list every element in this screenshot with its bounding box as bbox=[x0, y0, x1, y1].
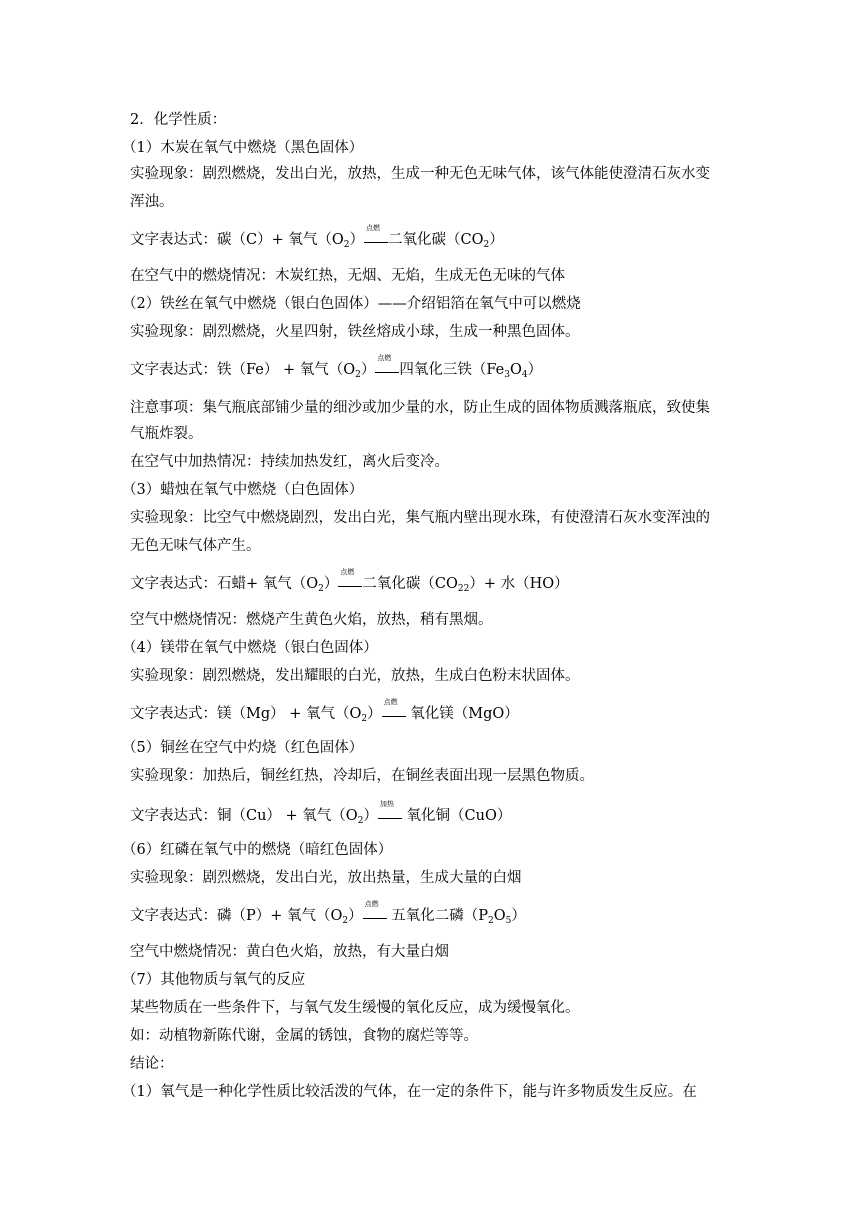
text-line: 实验现象：剧烈燃烧，发出白光，放热，生成一种无色无味气体，该气体能使澄清石灰水变 bbox=[130, 166, 710, 182]
equation-text: ） bbox=[511, 908, 526, 924]
arrow-line bbox=[378, 818, 402, 819]
text-line: （1）木炭在氧气中燃烧（黑色固体） bbox=[122, 140, 364, 156]
word-equation bbox=[130, 698, 519, 729]
reaction-condition: 加热 bbox=[379, 800, 394, 808]
subscript: 2 bbox=[342, 916, 349, 926]
text-line: 某些物质在一些条件下，与氧气发生缓慢的氧化反应，成为缓慢氧化。 bbox=[130, 1000, 580, 1016]
equation-text: O） bbox=[542, 576, 569, 592]
reaction-condition: 点燃 bbox=[365, 224, 380, 232]
reaction-arrow bbox=[363, 900, 387, 922]
subscript: 2 bbox=[463, 584, 470, 594]
equation-text: 文字表达式：镁（Mg） + 氧气（O bbox=[130, 706, 362, 722]
product-text: 二氧化碳（CO bbox=[387, 232, 484, 248]
equation-text: 文字表达式：铜（Cu） + 氧气（O bbox=[130, 808, 358, 824]
text-line: （3）蜡烛在氧气中燃烧（白色固体） bbox=[122, 482, 364, 498]
text-line: 如：动植物新陈代谢，金属的锈蚀，食物的腐烂等等。 bbox=[130, 1028, 478, 1044]
reaction-condition: 点燃 bbox=[383, 698, 398, 706]
subscript: 2 bbox=[361, 714, 368, 724]
subscript: 3 bbox=[504, 370, 510, 380]
subscript: 5 bbox=[505, 916, 512, 926]
equation-text: ）+ 水（H bbox=[469, 576, 543, 592]
subscript: 2 bbox=[343, 240, 350, 250]
equation-text: ） bbox=[489, 232, 504, 248]
equation-text: ） bbox=[367, 706, 382, 722]
subscript: 2 bbox=[357, 816, 364, 826]
reaction-arrow bbox=[338, 568, 362, 590]
product-text: 五氧化二磷（P bbox=[386, 908, 489, 924]
text-line: 注意事项：集气瓶底部铺少量的细沙或加少量的水，防止生成的固体物质溅落瓶底，致使集 bbox=[130, 400, 710, 416]
equation-text: ） bbox=[348, 908, 363, 924]
reaction-arrow bbox=[378, 800, 402, 822]
subscript: 2 bbox=[318, 584, 324, 594]
arrow-line bbox=[375, 372, 399, 373]
product-text: 四氧化三铁（Fe bbox=[399, 362, 505, 378]
text-line: 在空气中的燃烧情况：木炭红热，无烟、无焰，生成无色无味的气体 bbox=[130, 268, 565, 284]
text-line: 气瓶炸裂。 bbox=[130, 426, 203, 442]
arrow-line bbox=[338, 586, 362, 587]
subscript: 2 bbox=[483, 240, 490, 250]
text-line: 2．化学性质： bbox=[130, 112, 227, 128]
reaction-arrow bbox=[382, 698, 406, 720]
word-equation bbox=[130, 800, 512, 831]
text-line: 实验现象：剧烈燃烧，发出白光，放出热量，生成大量的白烟 bbox=[130, 870, 522, 886]
reaction-condition: 点燃 bbox=[377, 354, 392, 362]
subscript: 2 bbox=[355, 370, 361, 380]
text-line: 实验现象：剧烈燃烧，火星四射，铁丝熔成小球，生成一种黑色固体。 bbox=[130, 324, 580, 340]
equation-text: 文字表达式：石蜡+ 氧气（O bbox=[130, 576, 319, 592]
arrow-line bbox=[382, 716, 406, 717]
text-line: 实验现象：比空气中燃烧剧烈，发出白光，集气瓶内壁出现水珠，有使澄清石灰水变浑浊的 bbox=[130, 510, 710, 526]
text-line: 浑浊。 bbox=[130, 194, 174, 210]
word-equation bbox=[130, 354, 543, 385]
text-line: （7）其他物质与氧气的反应 bbox=[122, 972, 306, 988]
word-equation bbox=[130, 224, 504, 255]
reaction-arrow bbox=[364, 224, 388, 246]
subscript: 2 bbox=[488, 916, 494, 926]
subscript: 2 bbox=[457, 584, 464, 594]
text-line: （2）铁丝在氧气中燃烧（银白色固体）——介绍铝箔在氧气中可以燃烧 bbox=[122, 296, 581, 312]
text-line: 实验现象：加热后，铜丝红热，冷却后，在铜丝表面出现一层黑色物质。 bbox=[130, 768, 594, 784]
text-line: 空气中燃烧情况：黄白色火焰，放热，有大量白烟 bbox=[130, 944, 449, 960]
equation-text: 文字表达式：铁（Fe） + 氧气（O bbox=[130, 362, 356, 378]
product-text: O bbox=[493, 908, 506, 924]
subscript: 4 bbox=[521, 370, 528, 380]
text-line: （5）铜丝在空气中灼烧（红色固体） bbox=[122, 740, 364, 756]
product-text: 氧化铜（CuO） bbox=[401, 808, 512, 824]
equation-text: 文字表达式：碳（C）+ 氧气（O bbox=[130, 232, 344, 248]
reaction-condition: 点燃 bbox=[340, 568, 355, 576]
text-line: 实验现象：剧烈燃烧，发出耀眼的白光，放热，生成白色粉末状固体。 bbox=[130, 668, 580, 684]
text-line: 结论： bbox=[130, 1056, 174, 1072]
reaction-arrow bbox=[375, 354, 399, 376]
text-line: （6）红磷在氧气中的燃烧（暗红色固体） bbox=[122, 842, 393, 858]
equation-text: ） bbox=[527, 362, 543, 378]
equation-text: ） bbox=[363, 808, 378, 824]
equation-text: ） bbox=[349, 232, 364, 248]
arrow-line bbox=[364, 242, 388, 243]
product-text: O bbox=[509, 362, 522, 378]
arrow-line bbox=[363, 918, 387, 919]
text-line: 无色无味气体产生。 bbox=[130, 538, 261, 554]
text-line: （1）氧气是一种化学性质比较活泼的气体，在一定的条件下，能与许多物质发生反应。在 bbox=[122, 1084, 697, 1100]
equation-text: ） bbox=[360, 362, 376, 378]
word-equation bbox=[130, 900, 526, 931]
product-text: 二氧化碳（CO bbox=[362, 576, 458, 592]
text-line: 空气中燃烧情况：燃烧产生黄色火焰，放热，稍有黑烟。 bbox=[130, 612, 493, 628]
word-equation bbox=[130, 568, 569, 599]
text-line: （4）镁带在氧气中燃烧（银白色固体） bbox=[122, 640, 378, 656]
text-line: 在空气中加热情况：持续加热发红，离火后变冷。 bbox=[130, 454, 449, 470]
equation-text: 文字表达式：磷（P）+ 氧气（O bbox=[130, 908, 343, 924]
equation-text: ） bbox=[323, 576, 339, 592]
reaction-condition: 点燃 bbox=[364, 900, 379, 908]
product-text: 氧化镁（MgO） bbox=[405, 706, 519, 722]
